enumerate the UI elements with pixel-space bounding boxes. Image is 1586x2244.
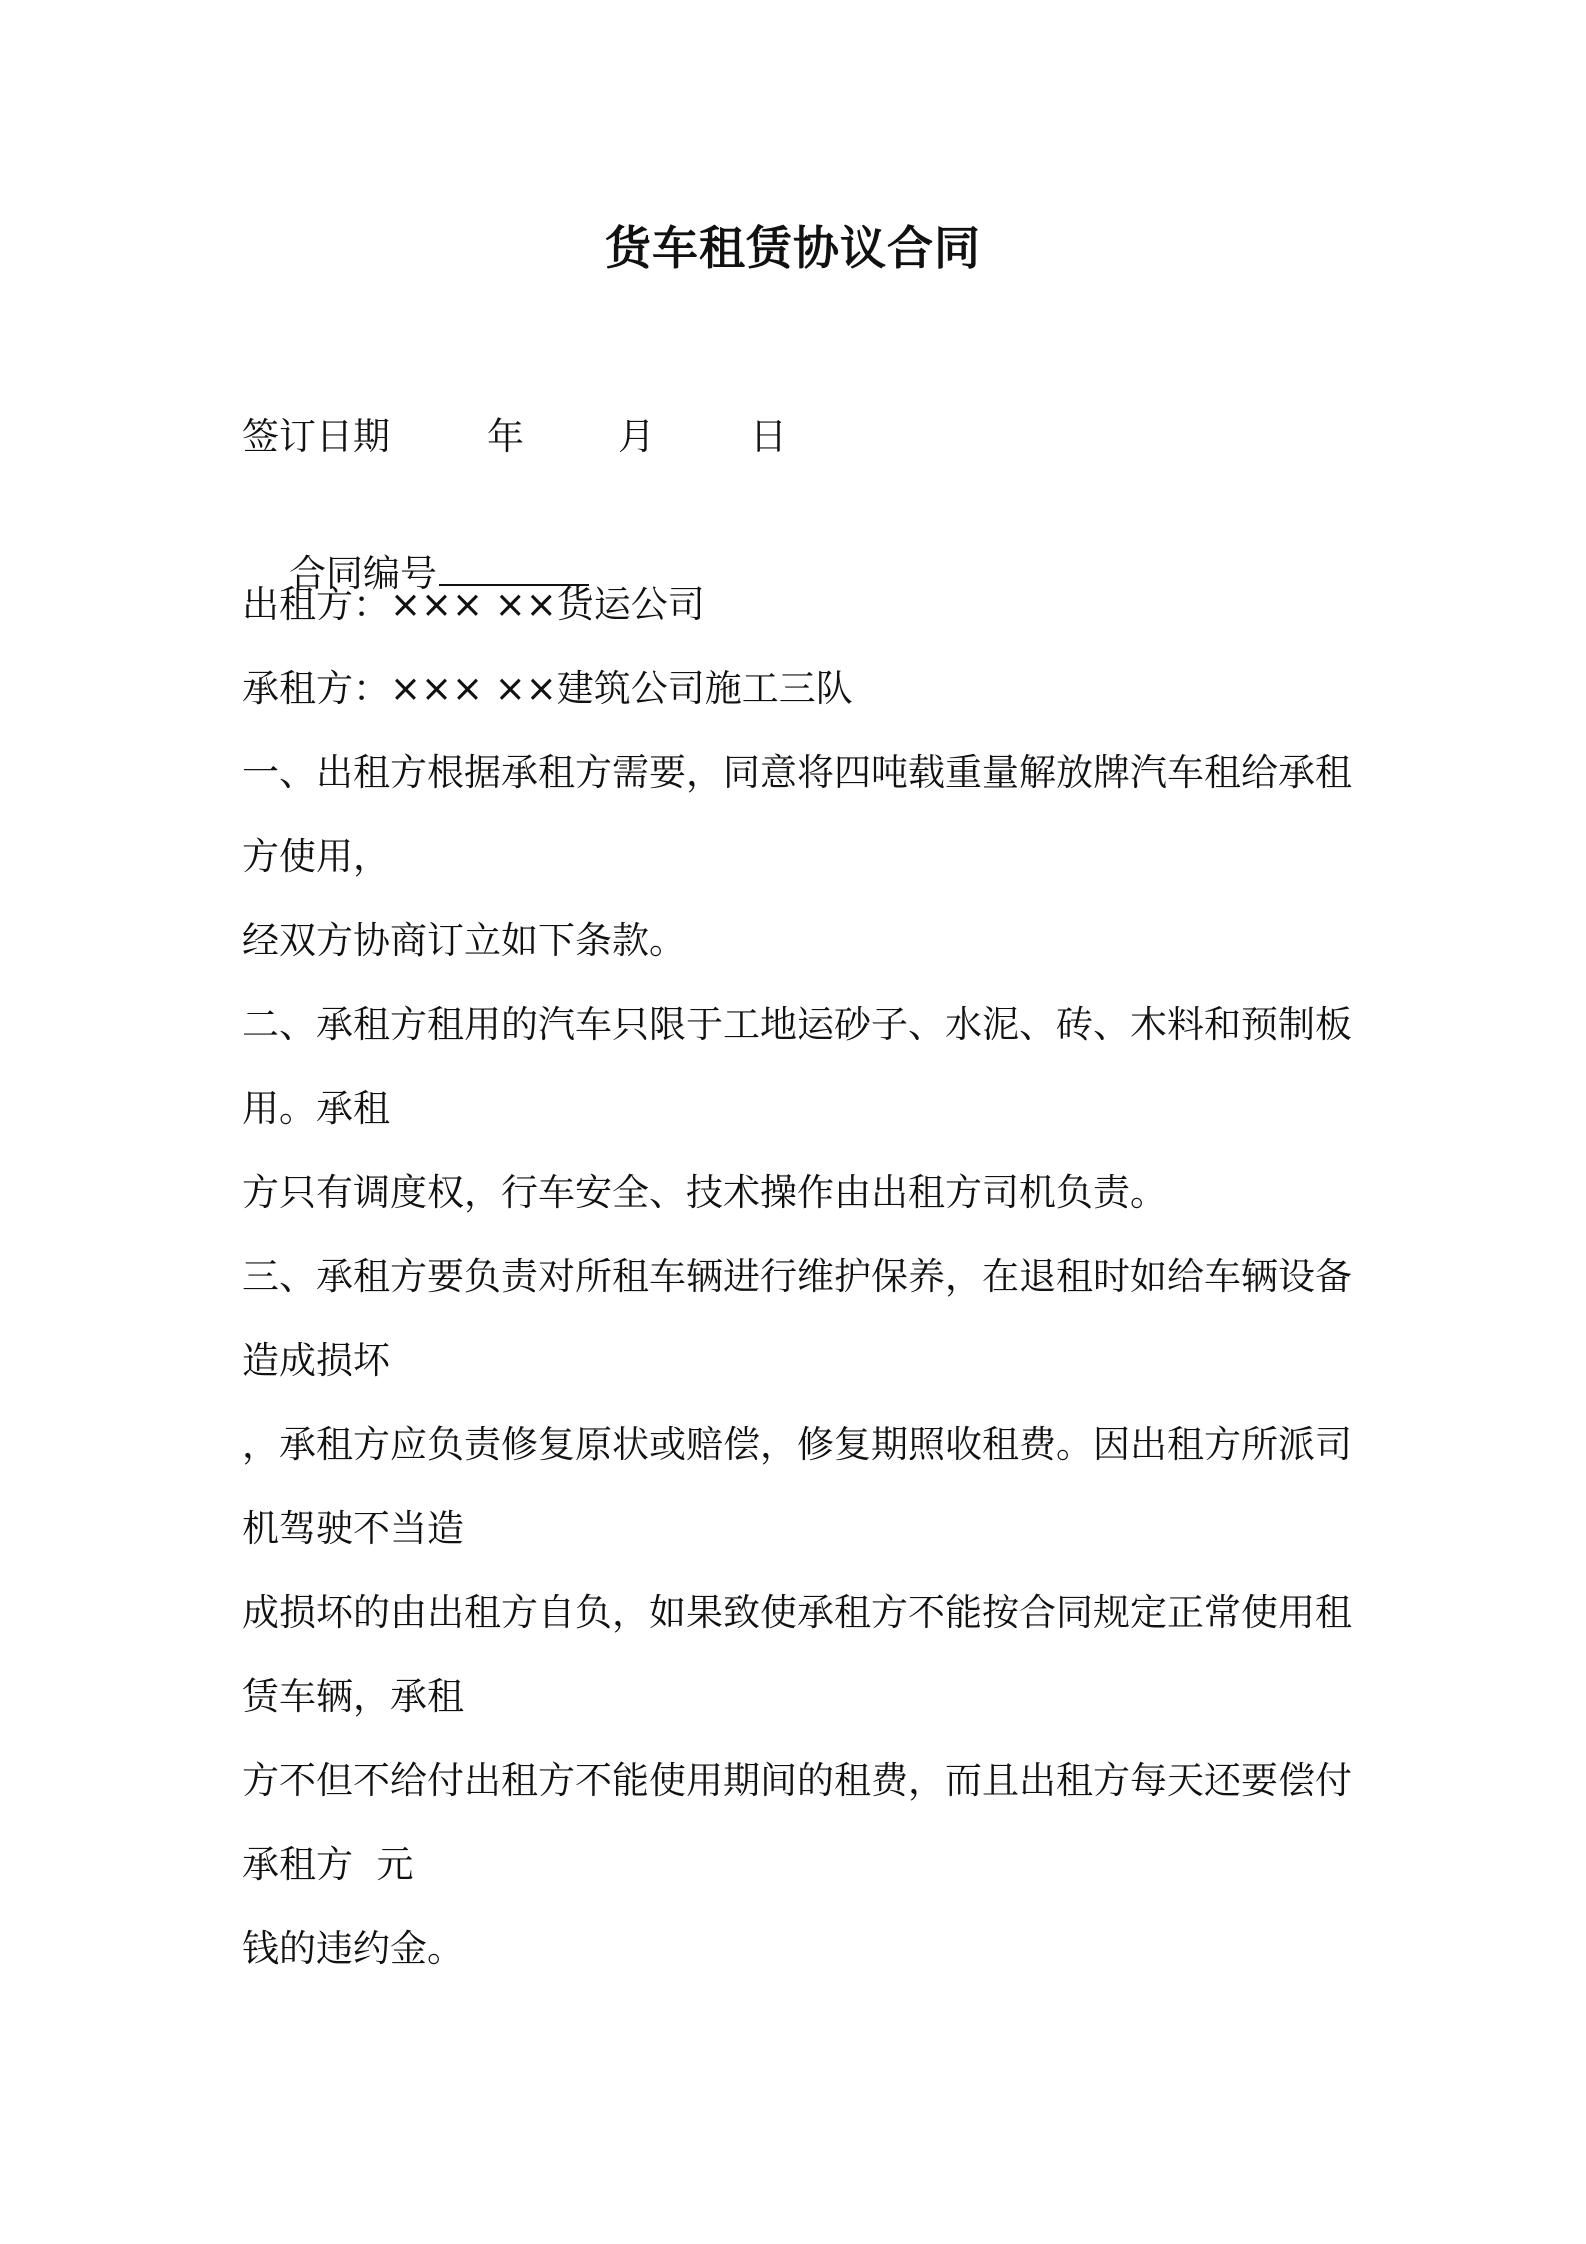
lessee-line: 承租方：××× ××建筑公司施工三队 — [242, 667, 853, 710]
sign-date-day: 日 — [750, 415, 787, 458]
sign-date-month: 月 — [618, 415, 655, 458]
lessor-line: 出租方：××× ××货运公司 — [242, 583, 705, 626]
clause-line: 用。承租 — [242, 1087, 390, 1130]
clause-line: 机驾驶不当造 — [242, 1507, 464, 1550]
contract-number-label: 合同编号 — [289, 552, 438, 595]
clause-line: 赁车辆，承租 — [242, 1675, 464, 1718]
clause-line: 方不但不给付出租方不能使用期间的租费，而且出租方每天还要偿付 — [242, 1759, 1352, 1802]
clause-line: 一、出租方根据承租方需要，同意将四吨载重量解放牌汽车租给承租 — [242, 751, 1352, 794]
sign-date-label: 签订日期 — [242, 415, 390, 458]
document-title: 货车租赁协议合同 — [605, 221, 981, 275]
clause-line: 二、承租方租用的汽车只限于工地运砂子、水泥、砖、木料和预制板 — [242, 1003, 1352, 1046]
clause-line: 方使用， — [242, 835, 390, 878]
clause-line: ，承租方应负责修复原状或赔偿，修复期照收租费。因出租方所派司 — [242, 1423, 1352, 1466]
sign-date-row — [242, 412, 842, 462]
clause-line: 三、承租方要负责对所租车辆进行维护保养，在退租时如给车辆设备 — [242, 1255, 1352, 1298]
clause-line: 造成损坏 — [242, 1339, 390, 1382]
sign-date-year: 年 — [487, 415, 524, 458]
clause-line: 经双方协商订立如下条款。 — [242, 919, 686, 962]
clause-line: 成损坏的由出租方自负，如果致使承租方不能按合同规定正常使用租 — [242, 1591, 1352, 1634]
clause-line: 承租方 元 — [242, 1843, 414, 1886]
clause-line: 钱的违约金。 — [242, 1927, 464, 1970]
clause-line: 方只有调度权，行车安全、技术操作由出租方司机负责。 — [242, 1171, 1167, 1214]
